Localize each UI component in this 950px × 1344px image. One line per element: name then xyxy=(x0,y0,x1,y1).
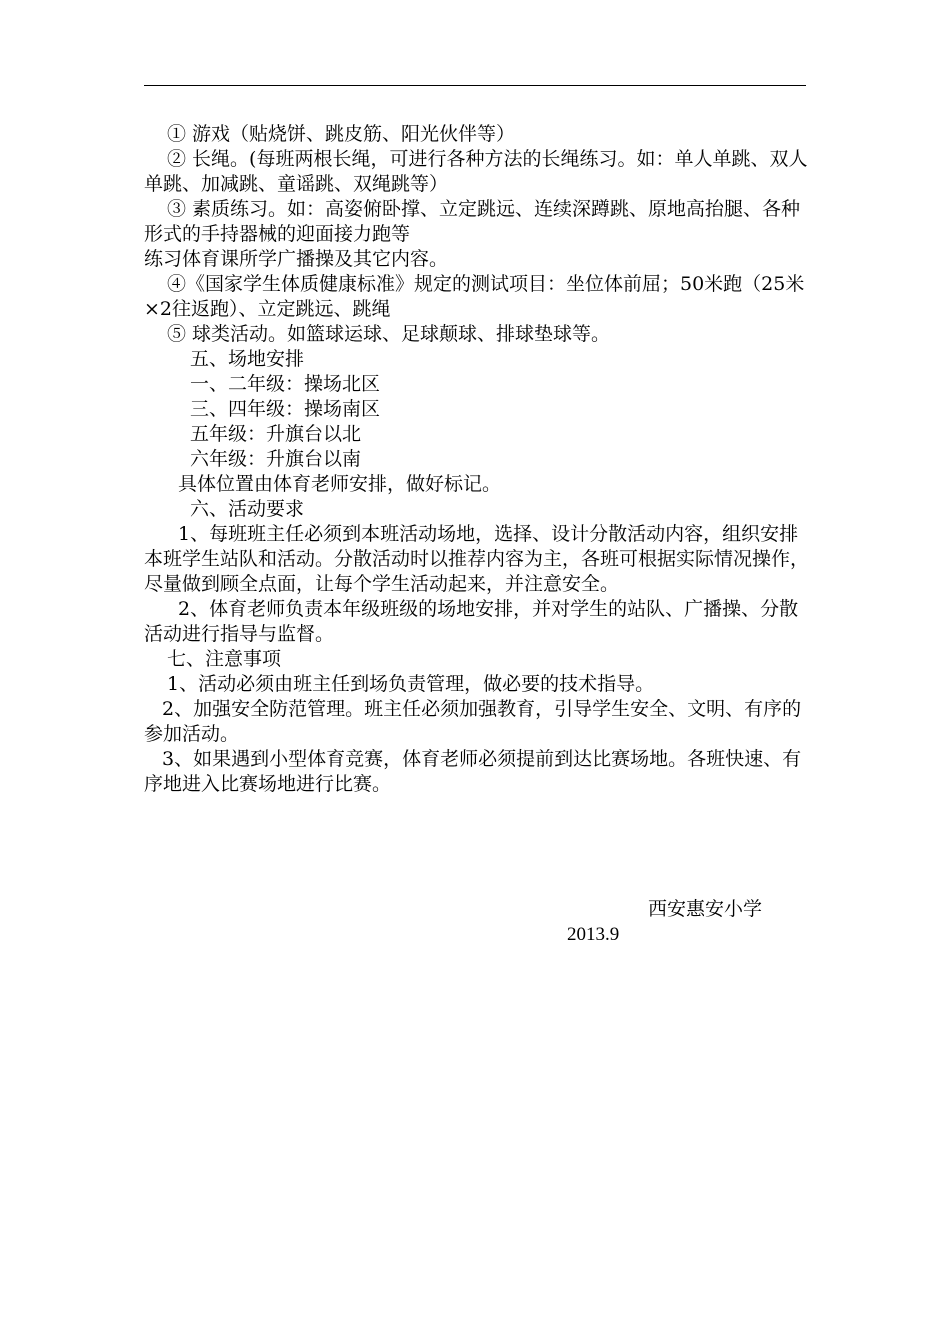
paragraph-ball-games: ⑤ 球类活动。如篮球运球、足球颠球、排球垫球等。 xyxy=(167,323,611,345)
paragraph-health-standard: ④《国家学生体质健康标准》规定的测试项目：坐位体前屈；50米跑（25米×2往返跑）、立定跳远、跳绳 xyxy=(144,273,805,320)
requirement-1: 1、每班班主任必须到本班活动场地，选择、设计分散活动内容，组织安排本班学生站队和活动。分散活动时以推荐内容为主，各班可根据实际情况操作，尽量做到顾全点面，让每个学生活动起来，并注意安全。 xyxy=(144,523,810,595)
paragraph-broadcast-exercise: 练习体育课所学广播操及其它内容。 xyxy=(144,248,449,270)
header-rule xyxy=(144,85,806,86)
venue-grade-5: 五年级：升旗台以北 xyxy=(190,423,362,445)
precaution-3: 3、如果遇到小型体育竞赛，体育老师必须提前到达比赛场地。各班快速、有序地进入比赛场地进行比赛。 xyxy=(144,748,802,795)
venue-note: 具体位置由体育老师安排，做好标记。 xyxy=(178,473,502,495)
signature-school: 西安惠安小学 xyxy=(648,898,763,920)
heading-activity-requirements: 六、活动要求 xyxy=(190,498,305,520)
venue-grade-1-2: 一、二年级：操场北区 xyxy=(190,373,381,395)
paragraph-games: ① 游戏（贴烧饼、跳皮筋、阳光伙伴等） xyxy=(167,123,516,145)
paragraph-long-rope: ② 长绳。(每班两根长绳，可进行各种方法的长绳练习。如：单人单跳、双人单跳、加减跳、童谣跳、双绳跳等） xyxy=(144,148,808,195)
paragraph-fitness: ③ 素质练习。如：高姿俯卧撑、立定跳远、连续深蹲跳、原地高抬腿、各种形式的手持器械的迎面接力跑等 xyxy=(144,198,801,245)
document-body xyxy=(144,122,812,797)
venue-grade-3-4: 三、四年级：操场南区 xyxy=(190,398,381,420)
precaution-1: 1、活动必须由班主任到场负责管理，做必要的技术指导。 xyxy=(167,673,655,695)
signature-date: 2013.9 xyxy=(567,924,620,945)
heading-venue-arrangement: 五、场地安排 xyxy=(190,348,305,370)
requirement-2: 2、体育老师负责本年级班级的场地安排，并对学生的站队、广播操、分散活动进行指导与监督。 xyxy=(144,598,799,645)
venue-grade-6: 六年级：升旗台以南 xyxy=(190,448,362,470)
heading-precautions: 七、注意事项 xyxy=(167,648,282,670)
precaution-2: 2、加强安全防范管理。班主任必须加强教育，引导学生安全、文明、有序的参加活动。 xyxy=(144,698,802,745)
